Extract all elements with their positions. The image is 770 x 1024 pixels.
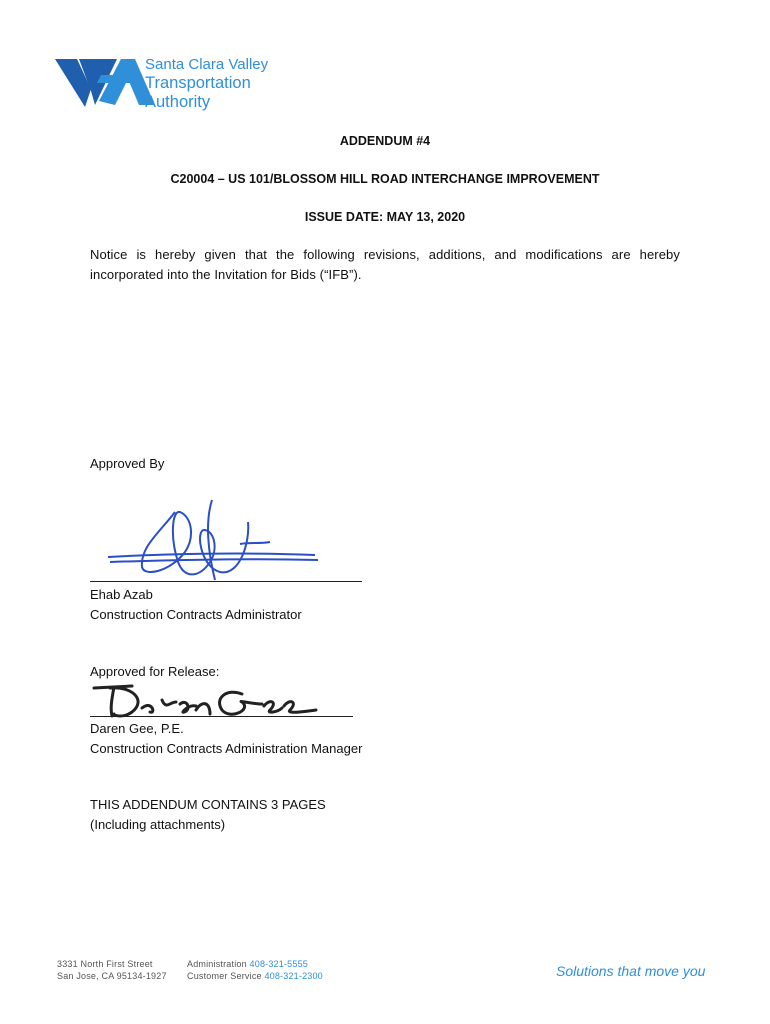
logo-line-1: Santa Clara Valley (145, 56, 269, 73)
admin-label: Administration (187, 959, 247, 969)
customer-service-label: Customer Service (187, 971, 262, 981)
footer-address (57, 958, 167, 982)
signature-ehab-azab-icon (100, 492, 325, 584)
footer-tagline: Solutions that move you (556, 963, 706, 979)
logo-wordmark (145, 55, 268, 112)
notice-paragraph: Notice is hereby given that the following revisions, additions, and modifications are hereby incorporated into the Invitation for Bids (“IFB”). (90, 247, 680, 282)
approver2-name: Daren Gee, P.E. (90, 721, 184, 736)
address-line-1: 3331 North First Street (57, 959, 153, 969)
page-count-line: THIS ADDENDUM CONTAINS 3 PAGES (90, 797, 326, 812)
project-title: C20004 – US 101/BLOSSOM HILL ROAD INTERCHANGE IMPROVEMENT (170, 172, 600, 186)
issue-date: ISSUE DATE: MAY 13, 2020 (304, 210, 466, 224)
signature-daren-gee-icon (92, 680, 327, 720)
vta-logo-mark-icon (55, 57, 157, 109)
footer-contacts (187, 958, 323, 982)
approver2-title: Construction Contracts Administration Manager (90, 741, 363, 756)
approver1-title: Construction Contracts Administrator (90, 607, 302, 622)
customer-service-phone: 408-321-2300 (264, 971, 323, 981)
attachments-note: (Including attachments) (90, 817, 226, 832)
signature-line-2 (90, 716, 353, 717)
approved-by-label: Approved By (90, 456, 165, 471)
approved-release-label: Approved for Release: (90, 664, 220, 679)
address-line-2: San Jose, CA 95134-1927 (57, 971, 167, 981)
addendum-title: ADDENDUM #4 (339, 134, 431, 148)
signature-line-1 (90, 581, 362, 582)
vta-logo (55, 55, 285, 113)
logo-line-3: Authority (145, 93, 211, 111)
approver1-name: Ehab Azab (90, 587, 153, 602)
logo-line-2: Transportation (145, 74, 251, 92)
admin-phone: 408-321-5555 (249, 959, 308, 969)
